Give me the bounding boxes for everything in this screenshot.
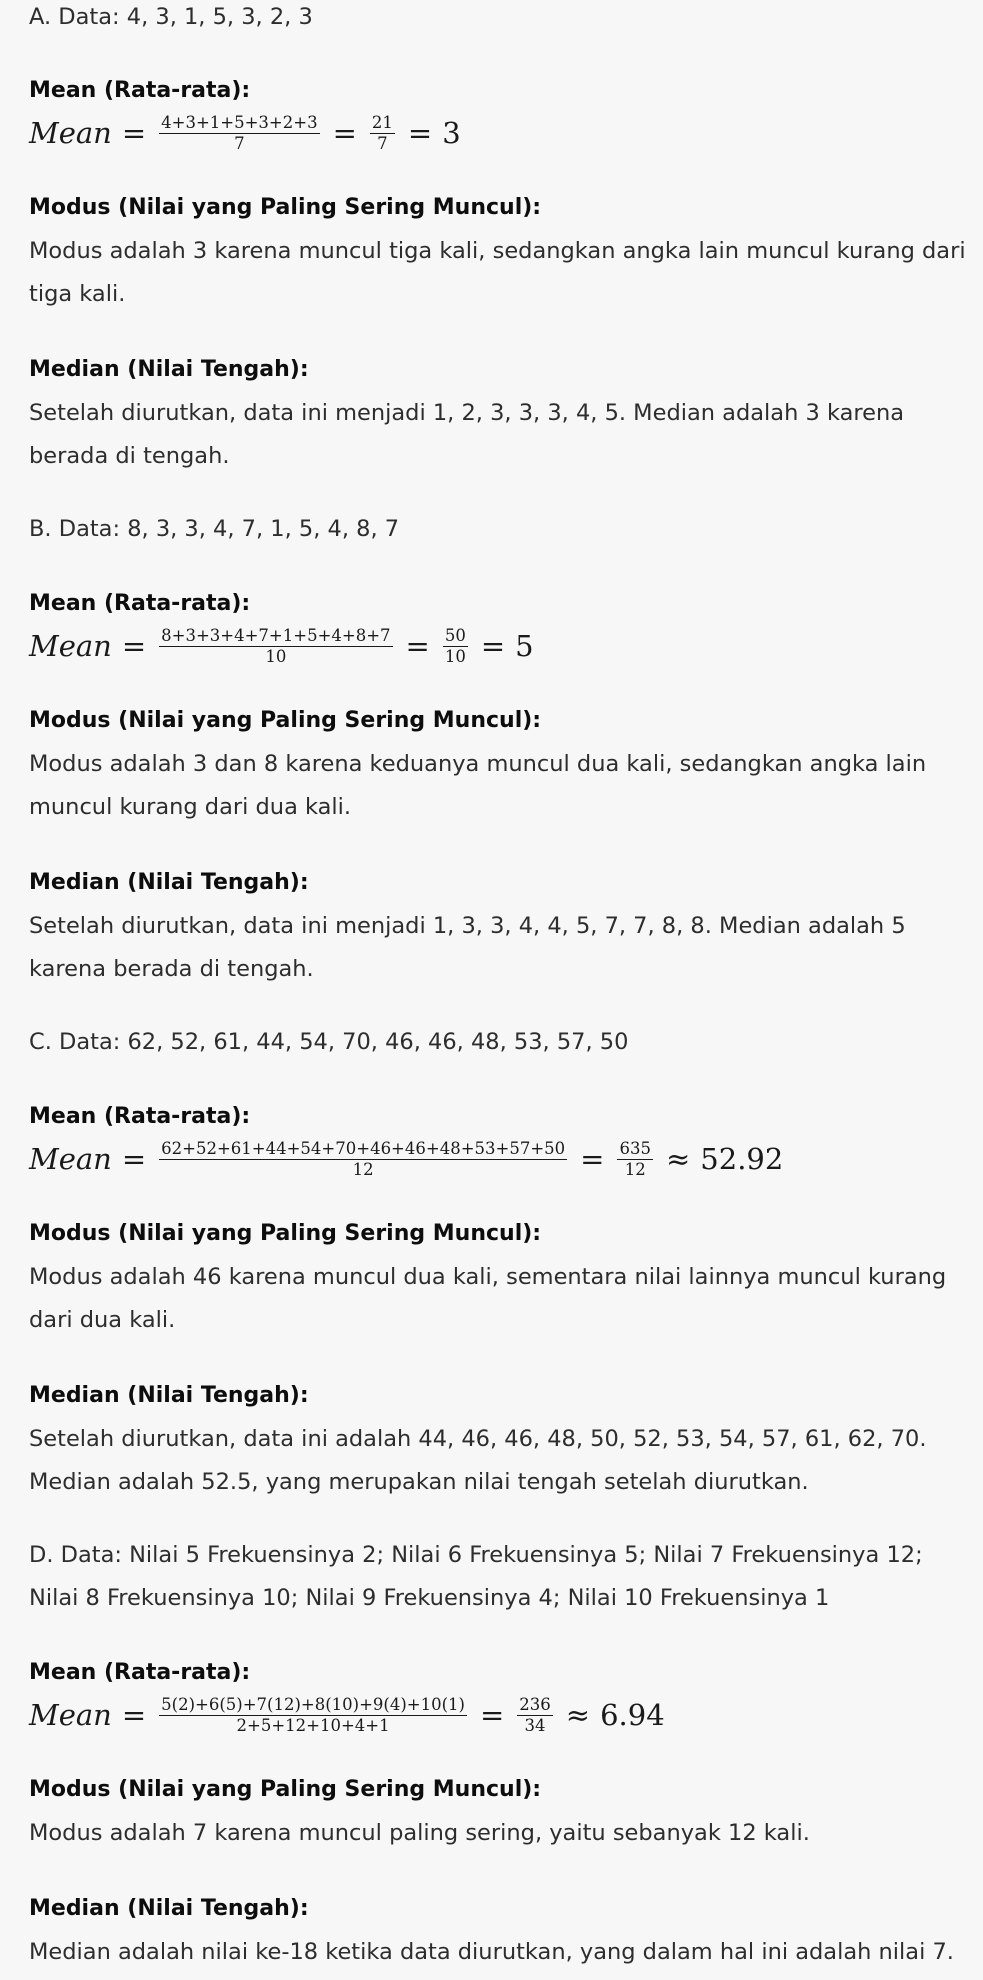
median-heading-a: Median (Nilai Tengah):: [29, 357, 309, 382]
mean-result: 52.92: [700, 1142, 784, 1176]
fraction-numerator: 62+52+61+44+54+70+46+46+48+53+57+50: [161, 1138, 566, 1158]
equals-sign: =: [121, 1142, 147, 1176]
total-fraction: [617, 1140, 653, 1179]
mean-formula-b: [29, 626, 974, 666]
total-fraction: [443, 627, 468, 666]
mean-var: Mean: [29, 629, 112, 663]
fraction-denominator: 10: [444, 646, 466, 666]
equals-sign: =: [580, 1142, 605, 1176]
fraction-numerator: 8+3+3+4+7+1+5+4+8+7: [161, 625, 391, 645]
equals-sign: =: [121, 1698, 147, 1732]
modus-text-b: Modus adalah 3 dan 8 karena keduanya muncul dua kali, sedangkan angka lain muncul kurang dari dua kali.: [29, 751, 927, 820]
sum-fraction: [159, 114, 319, 153]
total-fraction: [517, 1696, 553, 1735]
modus-heading-d: Modus (Nilai yang Paling Sering Muncul):: [29, 1777, 542, 1802]
modus-text-d: Modus adalah 7 karena muncul paling sering, yaitu sebanyak 12 kali.: [29, 1820, 810, 1846]
modus-text-a: Modus adalah 3 karena muncul tiga kali, sedangkan angka lain muncul kurang dari tiga kali.: [29, 238, 966, 307]
modus-heading-a: Modus (Nilai yang Paling Sering Muncul):: [29, 195, 542, 220]
median-text-c: Setelah diurutkan, data ini adalah 44, 46, 46, 48, 50, 52, 53, 54, 57, 61, 62, 70. Median adalah 52.5, yang merupakan nilai tengah setelah diurutkan.: [29, 1426, 927, 1495]
data-line-a: A. Data: 4, 3, 1, 5, 3, 2, 3: [29, 4, 313, 30]
fraction-denominator: 7: [234, 133, 245, 153]
relation-sign: =: [480, 629, 506, 663]
mean-heading-b: Mean (Rata-rata):: [29, 591, 251, 616]
mean-result: 6.94: [600, 1698, 665, 1732]
median-text-d: Median adalah nilai ke-18 ketika data diurutkan, yang dalam hal ini adalah nilai 7.: [29, 1939, 954, 1965]
mean-var: Mean: [29, 1142, 112, 1176]
fraction-denominator: 7: [377, 133, 388, 153]
median-text-b: Setelah diurutkan, data ini menjadi 1, 3, 3, 4, 4, 5, 7, 7, 8, 8. Median adalah 5 karena berada di tengah.: [29, 913, 906, 982]
mean-var: Mean: [29, 116, 112, 150]
data-line-c: C. Data: 62, 52, 61, 44, 54, 70, 46, 46, 48, 53, 57, 50: [29, 1029, 629, 1055]
mean-formula-d: [29, 1695, 974, 1735]
relation-sign: ≈: [665, 1142, 691, 1176]
fraction-denominator: 10: [265, 646, 287, 666]
fraction-numerator: 635: [619, 1138, 651, 1158]
mean-heading-a: Mean (Rata-rata):: [29, 78, 251, 103]
median-heading-c: Median (Nilai Tengah):: [29, 1383, 309, 1408]
fraction-denominator: 2+5+12+10+4+1: [236, 1715, 390, 1735]
mean-var: Mean: [29, 1698, 112, 1732]
fraction-numerator: 5(2)+6(5)+7(12)+8(10)+9(4)+10(1): [161, 1694, 465, 1714]
fraction-denominator: 12: [624, 1159, 646, 1179]
fraction-numerator: 21: [371, 112, 393, 132]
mean-formula-c: [29, 1139, 974, 1179]
equals-sign: =: [121, 629, 147, 663]
relation-sign: ≈: [565, 1698, 591, 1732]
sum-fraction: [159, 627, 392, 666]
relation-sign: =: [407, 116, 433, 150]
mean-result: 5: [515, 629, 534, 663]
sum-fraction: [159, 1696, 467, 1735]
mean-heading-d: Mean (Rata-rata):: [29, 1660, 251, 1685]
fraction-denominator: 12: [352, 1159, 374, 1179]
mean-result: 3: [442, 116, 461, 150]
modus-heading-c: Modus (Nilai yang Paling Sering Muncul):: [29, 1221, 542, 1246]
mean-heading-c: Mean (Rata-rata):: [29, 1104, 251, 1129]
fraction-numerator: 236: [519, 1694, 551, 1714]
equals-sign: =: [121, 116, 147, 150]
fraction-numerator: 4+3+1+5+3+2+3: [161, 112, 318, 132]
median-text-a: Setelah diurutkan, data ini menjadi 1, 2, 3, 3, 3, 4, 5. Median adalah 3 karena berada di tengah.: [29, 400, 905, 469]
data-line-b: B. Data: 8, 3, 3, 4, 7, 1, 5, 4, 8, 7: [29, 516, 400, 542]
modus-text-c: Modus adalah 46 karena muncul dua kali, sementara nilai lainnya muncul kurang dari dua kali.: [29, 1264, 947, 1333]
equals-sign: =: [405, 629, 430, 663]
mean-formula-a: [29, 113, 974, 153]
equals-sign: =: [332, 116, 357, 150]
median-heading-d: Median (Nilai Tengah):: [29, 1896, 309, 1921]
data-line-d: D. Data: Nilai 5 Frekuensinya 2; Nilai 6 Frekuensinya 5; Nilai 7 Frekuensinya 12; Nilai 8 Frekuensinya 10; Nilai 9 Frekuensinya 4; Nilai 10 Frekuensinya 1: [29, 1542, 923, 1611]
modus-heading-b: Modus (Nilai yang Paling Sering Muncul):: [29, 708, 542, 733]
sum-fraction: [159, 1140, 567, 1179]
equals-sign: =: [479, 1698, 505, 1732]
total-fraction: [370, 114, 395, 153]
median-heading-b: Median (Nilai Tengah):: [29, 870, 309, 895]
fraction-denominator: 34: [524, 1715, 546, 1735]
fraction-numerator: 50: [444, 625, 466, 645]
